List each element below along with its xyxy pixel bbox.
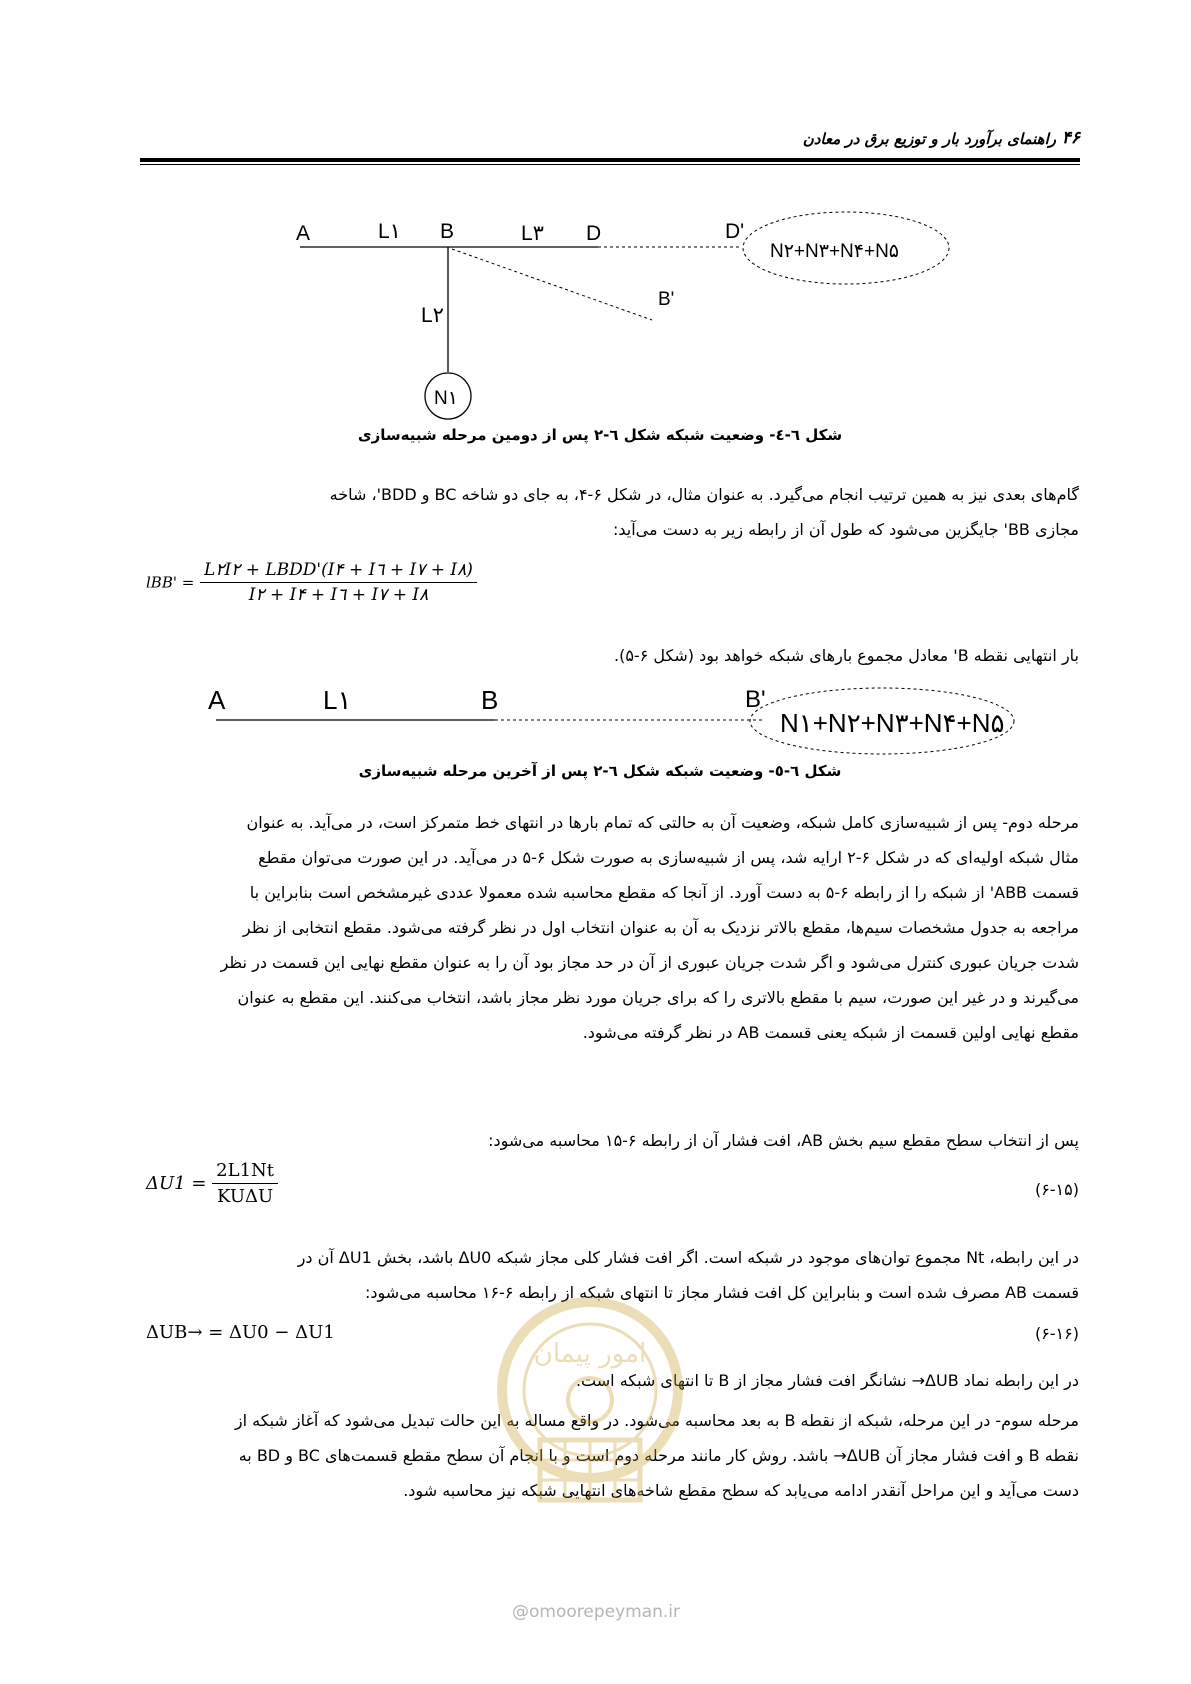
equation-6-15-number: (۶-۱۵) <box>1034 1180 1079 1199</box>
label-ellipse-loads: N۱+N۲+N۳+N۴+N۵ <box>780 708 1005 738</box>
formula-lbb-denominator: I۲ + I۴ + I٦ + I۷ + I۸ <box>248 585 429 605</box>
label-n1: N۱ <box>434 388 458 409</box>
equation-6-15-numerator: 2L1Nt <box>212 1160 278 1184</box>
paragraph-step-two-line-7: مقطع نهایی اولین قسمت از شبکه یعنی قسمت AB در نظر گرفته می‌شود. <box>582 1023 1079 1042</box>
figure-6-5-diagram <box>0 0 1191 760</box>
paragraph-voltage-drop-intro: پس از انتخاب سطح مقطع سیم بخش AB، افت فشار آن از رابطه ۶-۱۵ محاسبه می‌شود: <box>488 1131 1079 1150</box>
figure-6-4-caption: شکل ٦-٤- وضعیت شبکه شکل ٦-٢ پس از دومین مرحله شبیه‌سازی <box>357 426 843 444</box>
paragraph-end-load: بار انتهایی نقطه B' معادل مجموع بارهای شبکه خواهد بود (شکل ۶-۵). <box>614 646 1079 665</box>
paragraph-step-two-line-5: شدت جریان عبوری کنترل می‌شود و اگر شدت جریان عبوری از آن در حد مجاز بود آن را به عنوان مقطع نهایی این قسمت در نظر <box>220 953 1079 972</box>
paragraph-step-two-line-2: مثال شبکه اولیه‌ای که در شکل ۶-۲ ارایه شد، پس از شبیه‌سازی به صورت شکل ۶-۵ در می‌آید. در این صورت می‌توان مقطع <box>258 848 1079 867</box>
label-bprime: B' <box>745 686 766 713</box>
paragraph-step-three-line-3: دست می‌آید و این مراحل آنقدر ادامه می‌یابد که سطح مقطع شاخه‌های انتهایی شبکه نیز محاسبه شود. <box>403 1481 1079 1500</box>
paragraph-steps-line-2: مجازی BB' جایگزین می‌شود که طول آن از رابطه زیر به دست می‌آید: <box>612 520 1079 539</box>
svg-text:امور پیمان: امور پیمان <box>533 1339 647 1369</box>
equation-6-16-number: (۶-۱۶) <box>1034 1324 1079 1343</box>
paragraph-step-three-line-1: مرحله سوم- در این مرحله، شبکه از نقطه B به بعد محاسبه می‌شود. در واقع مساله به این حالت تبدیل می‌شود که آغاز شبکه از <box>234 1411 1079 1430</box>
paragraph-steps-line-1: گام‌های بعدی نیز به همین ترتیب انجام می‌گیرد. به عنوان مثال، در شکل ۶-۴، به جای دو شاخه BC و BDD'، شاخه <box>329 485 1079 504</box>
figure-6-5-caption: شکل ٦-٥- وضعیت شبکه شکل ٦-٢ پس از آخرین مرحله شبیه‌سازی <box>358 762 842 780</box>
formula-lbb-numerator: L۲I۲ + LBDD'(I۴ + I٦ + I۷ + I۸) <box>200 560 477 583</box>
equation-6-16: ΔUB→ = ΔU0 − ΔU1 <box>146 1322 335 1343</box>
label-d: D <box>586 222 602 245</box>
paragraph-nt-definition-line-2: قسمت AB مصرف شده است و بنابراین کل افت فشار مجاز تا انتهای شبکه از رابطه ۶-۱۶ محاسبه می‌شود: <box>365 1283 1079 1302</box>
label-l3: L۳ <box>521 222 544 245</box>
paragraph-nt-definition-line-1: در این رابطه، Nt مجموع توان‌های موجود در شبکه است. اگر افت فشار کلی مجاز شبکه ΔU0 باشد، بخش ΔU1 آن در <box>297 1248 1079 1267</box>
label-l1: L۱ <box>378 220 401 243</box>
label-dprime: D' <box>725 220 745 243</box>
label-b: B <box>481 685 499 715</box>
watermark-seal-logo <box>480 1290 700 1530</box>
running-header-title: راهنمای برآورد بار و توزیع برق در معادن <box>802 130 1056 148</box>
equation-6-15-denominator: KUΔU <box>217 1186 274 1207</box>
paragraph-step-two-line-4: مراجعه به جدول مشخصات سیم‌ها، مقطع بالاتر نزدیک به آن به عنوان انتخاب اول در نظر گرفته می‌شود. مقطع انتخابی از نظر <box>242 918 1079 937</box>
paragraph-symbol-definition: در این رابطه نماد ΔUB→ نشانگر افت فشار مجاز از B تا انتهای شبکه است. <box>575 1371 1079 1390</box>
label-b: B <box>440 220 455 243</box>
page-number: ۴۶ <box>1061 128 1080 148</box>
label-l1: L۱ <box>323 685 352 715</box>
label-a: A <box>296 222 311 245</box>
paragraph-step-two-line-1: مرحله دوم- پس از شبیه‌سازی کامل شبکه، وضعیت آن به حالتی که تمام بارها در انتهای خط متمرکز است، در می‌آید. به عنوان <box>246 813 1079 832</box>
paragraph-step-two <box>116 805 1079 1050</box>
label-a: A <box>208 685 226 715</box>
equation-6-15-fraction <box>212 1160 278 1207</box>
equation-6-15 <box>146 1160 278 1207</box>
formula-lbb-lhs: lBB' = <box>146 573 195 592</box>
label-ellipse-loads: N۲+N۳+N۴+N۵ <box>770 241 899 262</box>
paragraph-step-two-line-6: می‌گیرند و در غیر این صورت، سیم با مقطع بالاتری را که برای جریان مورد نظر مجاز باشد، انتخاب می‌کنند. این مقطع به عنوان <box>237 988 1079 1007</box>
paragraph-step-three-line-2: نقطه B و افت فشار مجاز آن ΔUB→ باشد. روش کار مانند مرحله دوم است و با انجام آن سطح مقطع قسمت‌های BC و BD به <box>238 1446 1079 1465</box>
label-l2: L۲ <box>421 304 444 327</box>
label-bprime: B' <box>658 289 675 310</box>
equation-6-15-lhs: ΔU1 = <box>146 1173 207 1194</box>
paragraph-step-two-line-3: قسمت ABB' از شبکه را از رابطه ۶-۵ به دست آورد. از آنجا که مقطع محاسبه شده معمولا عددی غیرمشخص است بنابراین با <box>249 883 1079 902</box>
footer-site-link[interactable]: @omoorepeyman.ir <box>511 1602 681 1622</box>
